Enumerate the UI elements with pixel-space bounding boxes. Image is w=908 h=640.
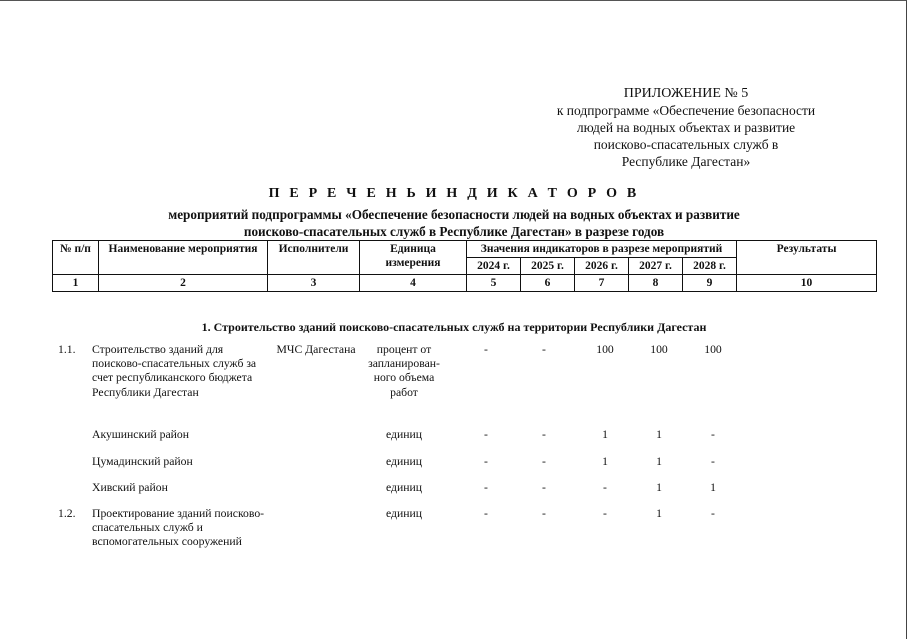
row-value-2025: - (542, 507, 546, 520)
row-value-2025: - (542, 343, 546, 356)
column-number: 9 (683, 275, 737, 292)
header-year: 2025 г. (521, 258, 575, 275)
appendix-line: людей на водных объектах и развитие (576, 120, 796, 135)
row-value-2024: - (484, 428, 488, 441)
row-value-2025: - (542, 428, 546, 441)
header-year: 2027 г. (629, 258, 683, 275)
indicators-table-header (52, 240, 877, 292)
row-unit: процент от запланирован-ного объема работ (368, 343, 440, 399)
row-value-2026: - (603, 481, 607, 494)
appendix-title: ПРИЛОЖЕНИЕ № 5 (623, 86, 749, 101)
row-unit: единиц (386, 481, 422, 494)
appendix-line: к подпрограмме «Обеспечение безопасности (556, 103, 816, 118)
row-value-2027: 1 (656, 455, 662, 468)
header-year: 2024 г. (467, 258, 521, 275)
column-number: 3 (268, 275, 360, 292)
row-number: 1.1. (58, 343, 76, 356)
row-value-2025: - (542, 455, 546, 468)
row-value-2026: - (603, 507, 607, 520)
header-executors: Исполнители (268, 241, 360, 275)
row-value-2028: 100 (704, 343, 722, 356)
header-year: 2028 г. (683, 258, 737, 275)
document-subtitle (0, 206, 908, 240)
row-value-2027: 100 (650, 343, 668, 356)
row-number: 1.2. (58, 507, 76, 520)
column-number: 5 (467, 275, 521, 292)
appendix-line: Республике Дагестан» (621, 154, 751, 169)
subtitle-line-2: поисково-спасательных служб в Республике Дагестан» в разрезе годов (243, 224, 665, 239)
appendix-block (526, 85, 846, 170)
row-executor: МЧС Дагестана (276, 343, 356, 356)
row-name: Цумадинский район (92, 455, 193, 468)
appendix-line: поисково-спасательных служб в (593, 137, 779, 152)
column-number: 8 (629, 275, 683, 292)
header-name: Наименование мероприятия (99, 241, 268, 275)
header-results: Результаты (737, 241, 877, 275)
row-name: Проектирование зданий поисково-спасательных служб и вспомогательных сооружений (92, 507, 265, 549)
row-value-2024: - (484, 481, 488, 494)
header-values-group: Значения индикаторов в разрезе мероприятий (467, 241, 737, 258)
row-value-2024: - (484, 455, 488, 468)
column-number: 2 (99, 275, 268, 292)
row-value-2027: 1 (656, 507, 662, 520)
header-num: № п/п (53, 241, 99, 275)
column-number: 7 (575, 275, 629, 292)
row-value-2024: - (484, 507, 488, 520)
row-value-2024: - (484, 343, 488, 356)
row-value-2027: 1 (656, 428, 662, 441)
row-name: Хивский район (92, 481, 168, 494)
row-value-2028: - (711, 455, 715, 468)
section-title: 1. Строительство зданий поисково-спасательных служб на территории Республики Дагестан (201, 320, 707, 334)
column-number: 4 (360, 275, 467, 292)
header-unit: Единица измерения (360, 241, 467, 275)
row-name: Строительство зданий для поисково-спасательных служб за счет республиканского бюджета Республики Дагестан (92, 343, 257, 399)
row-name: Акушинский район (92, 428, 189, 441)
row-value-2027: 1 (656, 481, 662, 494)
column-number: 10 (737, 275, 877, 292)
row-unit: единиц (386, 507, 422, 520)
row-value-2028: 1 (710, 481, 716, 494)
row-value-2025: - (542, 481, 546, 494)
row-unit: единиц (386, 428, 422, 441)
column-number: 1 (53, 275, 99, 292)
row-value-2028: - (711, 507, 715, 520)
column-number: 6 (521, 275, 575, 292)
document-title: П Е Р Е Ч Е Н Ь И Н Д И К А Т О Р О В (268, 186, 640, 201)
subtitle-line-1: мероприятий подпрограммы «Обеспечение безопасности людей на водных объектах и развитие (168, 207, 740, 222)
row-unit: единиц (386, 455, 422, 468)
row-value-2026: 100 (596, 343, 614, 356)
row-value-2028: - (711, 428, 715, 441)
header-year: 2026 г. (575, 258, 629, 275)
row-value-2026: 1 (602, 455, 608, 468)
row-value-2026: 1 (602, 428, 608, 441)
